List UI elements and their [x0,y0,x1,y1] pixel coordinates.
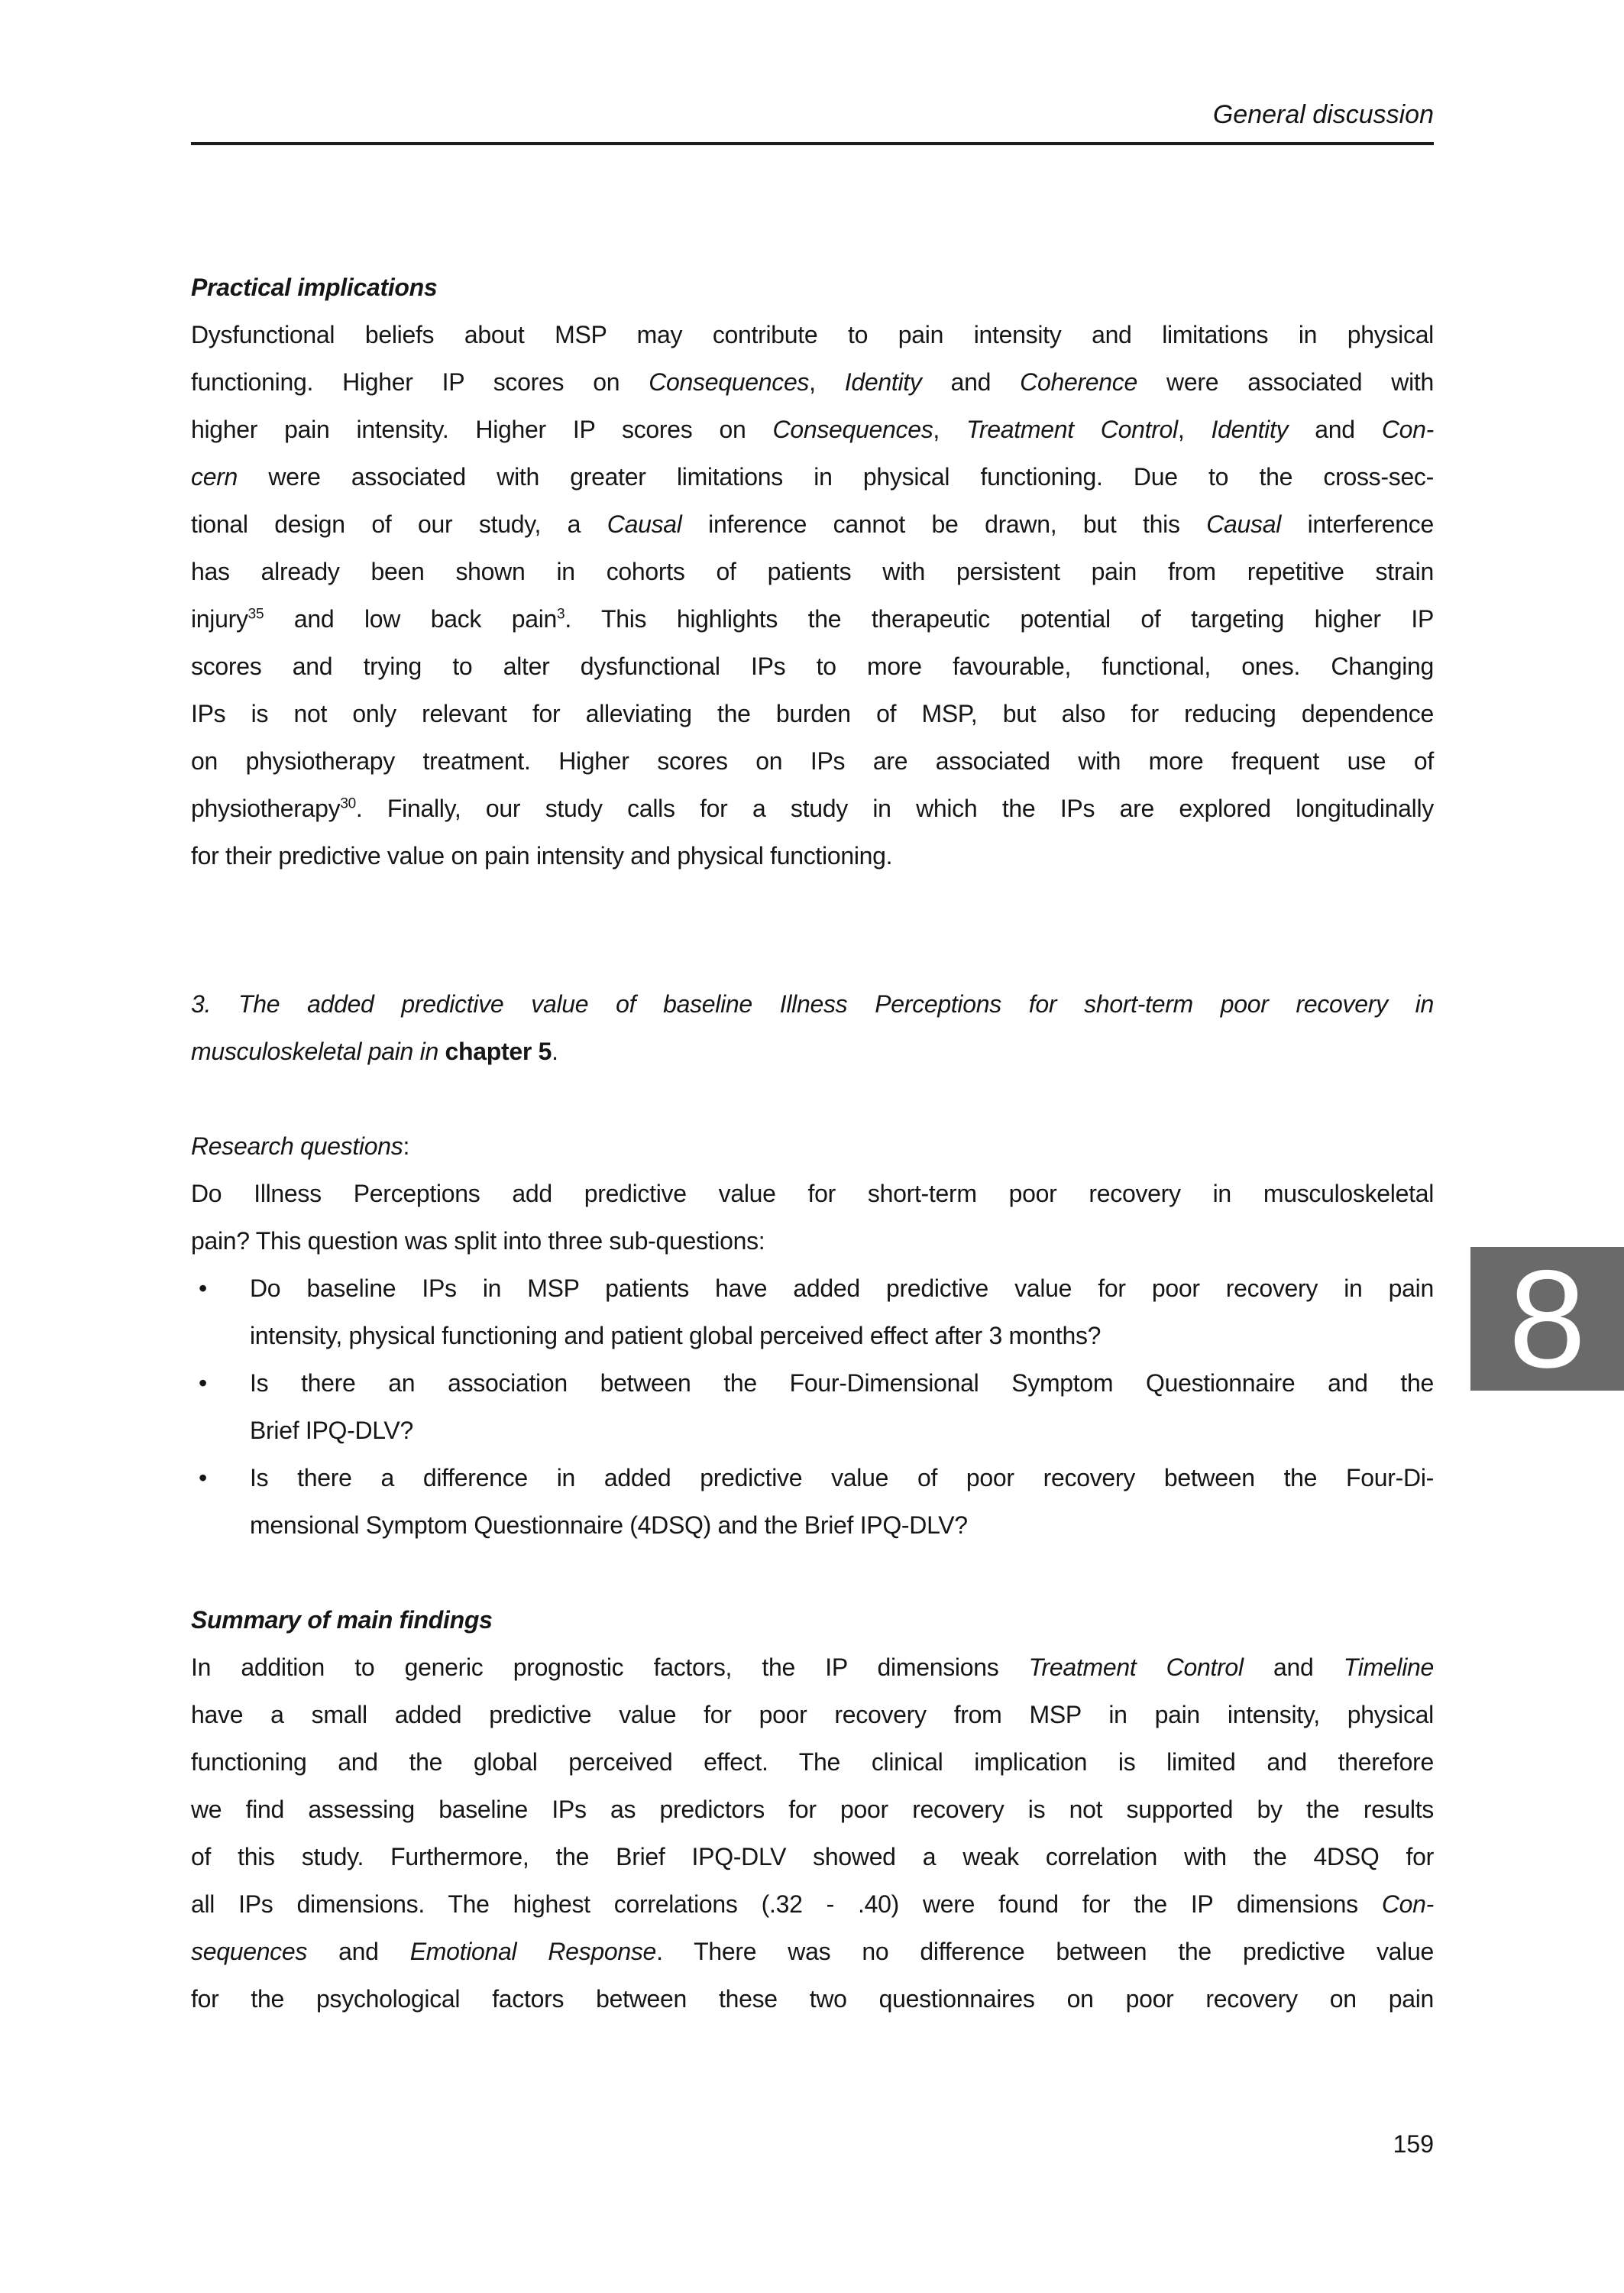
text-line [191,595,1434,643]
section-heading [191,264,1434,311]
text-segment: interference [1281,510,1434,538]
paragraph [191,311,1434,879]
text-segment: Is there an association between the Four-Dimensional Symptom Questionnaire and the [250,1369,1434,1397]
text-segment: : [403,1132,410,1160]
text-line [191,737,1434,785]
text-segment: functioning. Higher IP scores on [191,368,649,396]
page-content [191,264,1434,2023]
text-line [250,1265,1434,1312]
text-segment: Do baseline IPs in MSP patients have added predictive value for poor recovery in pain [250,1274,1434,1302]
text-segment: functioning and the global perceived effect. The clinical implication is limited and therefore [191,1748,1434,1776]
text-segment: Do Illness Perceptions add predictive value for short-term poor recovery in musculoskeletal [191,1180,1434,1207]
text-line [191,1596,1434,1644]
text-segment: Con- [1381,416,1434,443]
bullet-item [191,1454,1434,1549]
text-segment: . There was no difference between the predictive value [656,1938,1434,1965]
text-segment: Identity [1211,416,1289,443]
text-segment: pain? This question was split into three sub-questions: [191,1227,765,1255]
text-segment: , [933,416,967,443]
text-segment: Causal [607,510,682,538]
text-segment: Treatment Control [1028,1653,1244,1681]
section-heading [191,1596,1434,1644]
text-line [191,358,1434,406]
text-line [191,548,1434,595]
text-segment: Causal [1206,510,1282,538]
text-segment: , [1177,416,1212,443]
header-rule [191,142,1434,145]
bullet-marker-icon: • [199,1274,208,1302]
text-segment: sequences [191,1938,308,1965]
superscript-reference: 3 [557,606,565,623]
text-segment: all IPs dimensions. The highest correlations (.32 - .40) were found for the IP dimensions [191,1890,1382,1918]
text-line [191,980,1434,1028]
text-segment: . This highlights the therapeutic potential of targeting higher IP [565,605,1435,633]
text-line [191,1975,1434,2023]
bullet-marker-icon: • [199,1369,208,1397]
text-segment: and low back pain [264,605,558,633]
text-segment: , [809,368,845,396]
superscript-reference: 30 [340,795,356,812]
text-line [191,1028,1434,1075]
text-line [250,1312,1434,1359]
text-segment: Emotional Response [409,1938,657,1965]
paragraph [191,980,1434,1075]
text-segment: higher pain intensity. Higher IP scores on [191,416,773,443]
text-segment: Consequences [772,416,933,443]
text-line [191,500,1434,548]
text-segment: Research questions [191,1132,403,1160]
text-segment: and [307,1938,410,1965]
text-segment: Consequences [649,368,810,396]
text-segment: In addition to generic prognostic factors, the IP dimensions [191,1653,1029,1681]
text-segment: tional design of our study, a [191,510,607,538]
running-header: General discussion [1212,100,1434,129]
chapter-tab [1470,1241,1624,1397]
text-segment: Brief IPQ-DLV? [250,1417,413,1444]
bullet-item [191,1265,1434,1359]
text-line [191,264,1434,311]
text-segment: and [1243,1653,1344,1681]
text-segment: physiotherapy [191,795,341,822]
text-line [191,1691,1434,1738]
text-line [191,311,1434,358]
text-line [250,1359,1434,1407]
paragraph [191,1122,1434,1170]
text-segment: IPs is not only relevant for alleviating the burden of MSP, but also for reducing dependence [191,700,1434,727]
text-segment: Summary of main findings [191,1606,493,1634]
text-segment: for the psychological factors between these two questionnaires on poor recovery on pain [191,1985,1434,2013]
bullet-list [191,1265,1434,1549]
paragraph [191,1170,1434,1265]
text-segment: has already been shown in cohorts of patients with persistent pain from repetitive strain [191,558,1434,585]
text-line [191,643,1434,690]
text-segment: Identity [844,368,922,396]
text-line [191,1738,1434,1786]
text-line [191,1833,1434,1880]
text-line [191,785,1434,832]
text-segment: and [1288,416,1382,443]
text-line [191,1644,1434,1691]
text-line [250,1454,1434,1501]
text-segment: we find assessing baseline IPs as predictors for poor recovery is not supported by the results [191,1796,1434,1823]
text-segment: Is there a difference in added predictive value of poor recovery between the Four-Di- [250,1464,1434,1491]
text-line [191,1880,1434,1928]
text-segment: musculoskeletal pain in [191,1038,445,1065]
text-line [191,1122,1434,1170]
text-line [191,1928,1434,1975]
text-segment: Dysfunctional beliefs about MSP may contribute to pain intensity and limitations in physical [191,321,1434,348]
text-line [191,1217,1434,1265]
text-segment: intensity, physical functioning and patient global perceived effect after 3 months? [250,1322,1102,1349]
text-segment: injury [191,605,248,633]
bullet-item [191,1359,1434,1454]
text-line [191,690,1434,737]
text-segment: Con- [1381,1890,1434,1918]
text-segment: Practical implications [191,274,438,301]
text-segment: on physiotherapy treatment. Higher scores on IPs are associated with more frequent use of [191,747,1434,775]
text-segment: 3. The added predictive value of baseline Illness Perceptions for short-term poor recovery in [191,990,1434,1018]
text-segment: Coherence [1020,368,1137,396]
text-line [191,832,1434,879]
text-line [191,1786,1434,1833]
text-segment: and [921,368,1021,396]
superscript-reference: 35 [247,606,264,623]
text-segment: have a small added predictive value for poor recovery from MSP in pain intensity, physical [191,1701,1434,1728]
text-segment: scores and trying to alter dysfunctional IPs to more favourable, functional, ones. Changing [191,653,1434,680]
text-segment: chapter 5 [445,1038,552,1065]
text-line [250,1407,1434,1454]
text-line [250,1501,1434,1549]
text-segment: cern [191,463,238,491]
text-segment: inference cannot be drawn, but this [681,510,1207,538]
text-segment: for their predictive value on pain intensity and physical functioning. [191,842,893,870]
text-segment: were associated with greater limitations in physical functioning. Due to the cross-sec- [238,463,1434,491]
text-segment: . [552,1038,558,1065]
text-line [191,406,1434,453]
text-segment: Timeline [1343,1653,1434,1681]
text-segment: of this study. Furthermore, the Brief IPQ-DLV showed a weak correlation with the 4DSQ for [191,1843,1434,1870]
text-segment: mensional Symptom Questionnaire (4DSQ) and the Brief IPQ-DLV? [250,1511,968,1539]
text-segment: . Finally, our study calls for a study in which the IPs are explored longitudinally [355,795,1434,822]
text-segment: Treatment Control [966,416,1178,443]
bullet-marker-icon: • [199,1464,208,1491]
paragraph [191,1644,1434,2023]
text-line [191,453,1434,500]
text-line [191,1170,1434,1217]
text-segment: were associated with [1137,368,1434,396]
page-number: 159 [1393,2130,1434,2158]
chapter-number: 8 [1508,1241,1587,1397]
